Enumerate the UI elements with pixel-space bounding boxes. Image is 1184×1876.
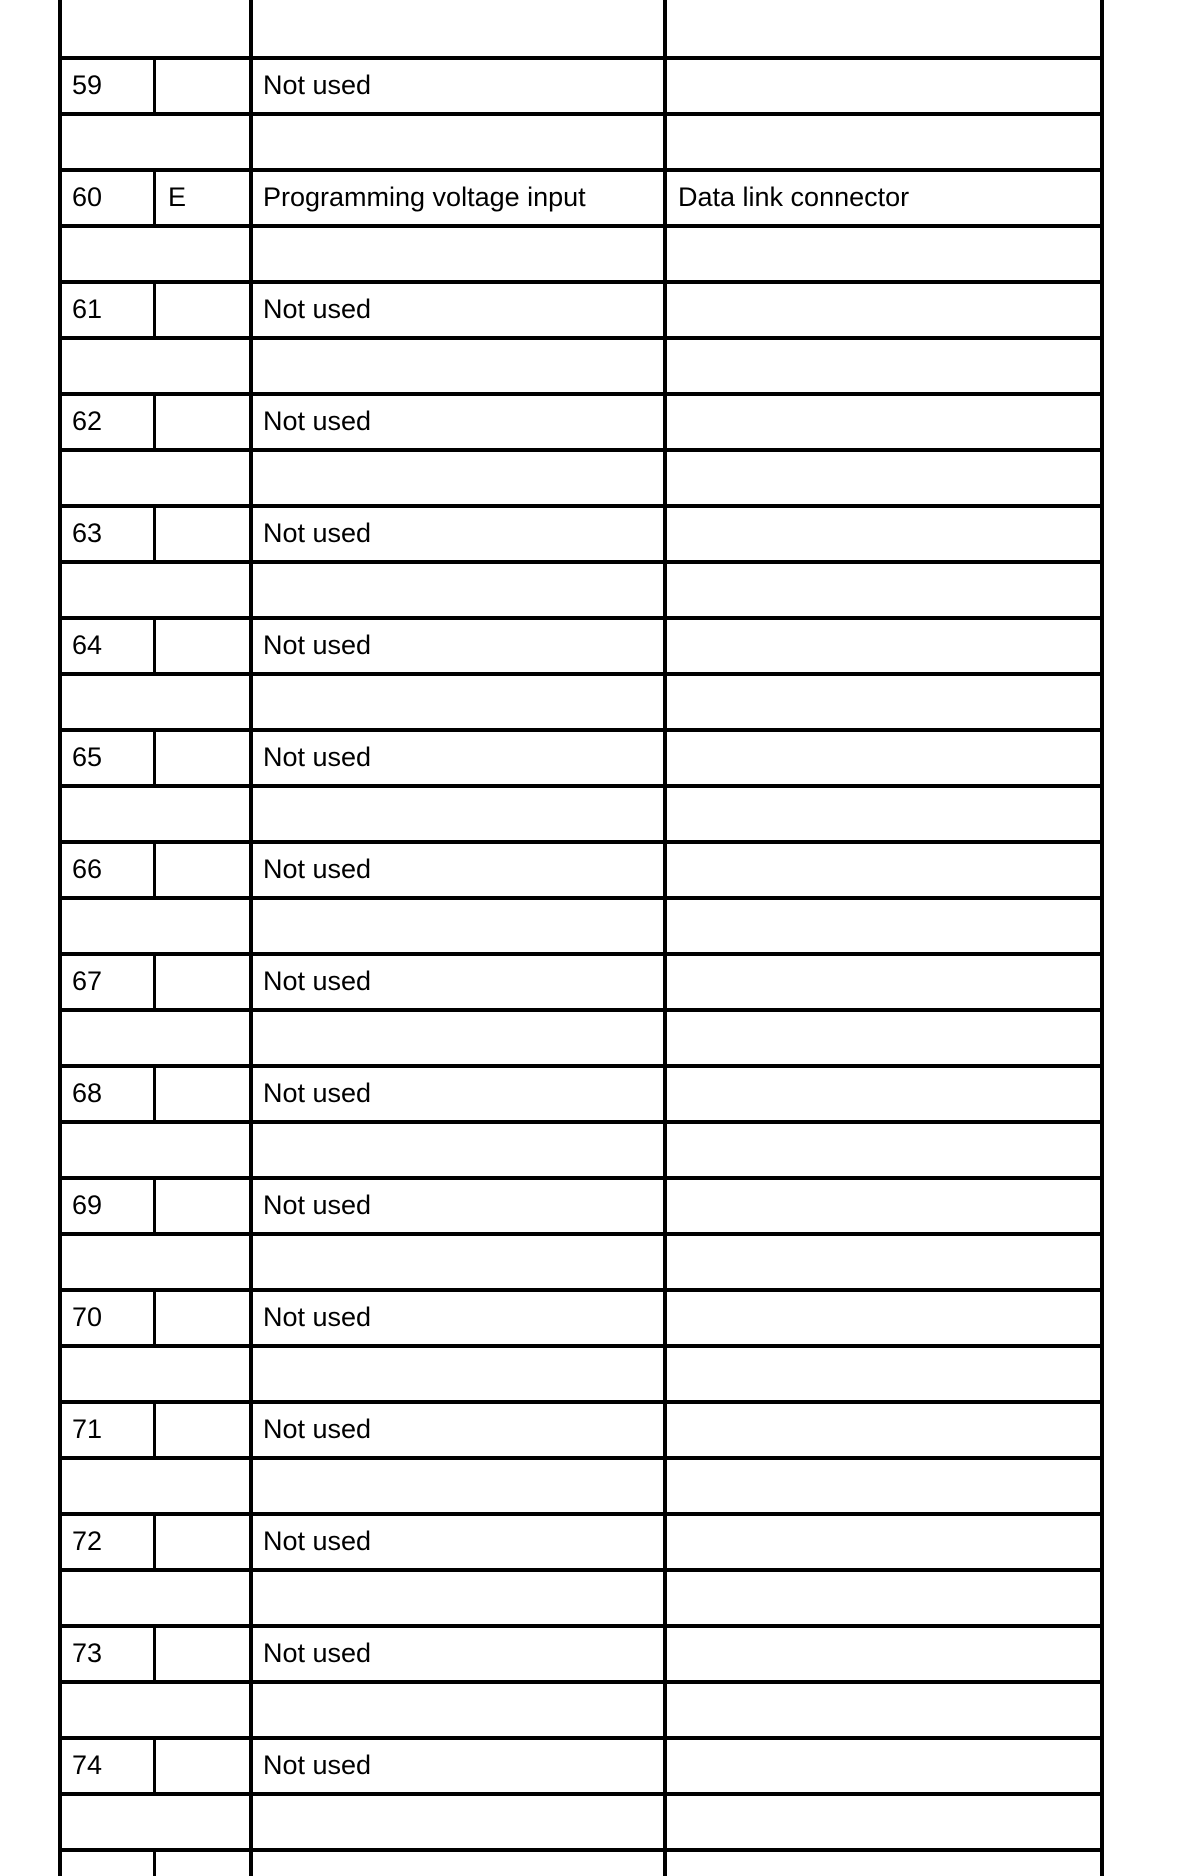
function-cell: Not used — [263, 1526, 372, 1556]
column-divider-code — [153, 1736, 156, 1796]
row-rule — [58, 1232, 1104, 1236]
column-divider-code — [153, 392, 156, 452]
function-cell: Not used — [263, 1638, 372, 1668]
destination-cell: Data link connector — [678, 182, 910, 212]
row-rule — [58, 784, 1104, 788]
row-rule — [58, 1344, 1104, 1348]
pin-number-cell: 70 — [72, 1302, 103, 1332]
column-divider-code — [153, 1288, 156, 1348]
pin-number-cell: 64 — [72, 630, 103, 660]
column-divider-code — [153, 952, 156, 1012]
row-rule — [58, 168, 1104, 172]
row-rule — [58, 224, 1104, 228]
row-rule — [58, 1512, 1104, 1516]
row-rule — [58, 280, 1104, 284]
row-rule — [58, 112, 1104, 116]
column-divider-code — [153, 1624, 156, 1684]
column-divider-code — [153, 504, 156, 564]
row-rule — [58, 1400, 1104, 1404]
row-rule — [58, 336, 1104, 340]
column-divider-code — [153, 280, 156, 340]
row-rule — [58, 1792, 1104, 1796]
row-rule — [58, 1288, 1104, 1292]
function-cell: Not used — [263, 1302, 372, 1332]
column-divider-code — [153, 1512, 156, 1572]
pin-number-cell: 66 — [72, 854, 103, 884]
pin-number-cell: 71 — [72, 1414, 103, 1444]
function-cell: Not used — [263, 1190, 372, 1220]
row-rule — [58, 1624, 1104, 1628]
function-cell: Not used — [263, 70, 372, 100]
function-cell: Not used — [263, 966, 372, 996]
pin-number-cell: 65 — [72, 742, 103, 772]
row-rule — [58, 1456, 1104, 1460]
row-rule — [58, 1008, 1104, 1012]
pin-number-cell: 61 — [72, 294, 103, 324]
pin-number-cell: 59 — [72, 70, 103, 100]
function-cell: Not used — [263, 854, 372, 884]
pin-number-cell: 69 — [72, 1190, 103, 1220]
column-divider-code — [153, 56, 156, 116]
function-cell: Not used — [263, 406, 372, 436]
pin-number-cell: 72 — [72, 1526, 103, 1556]
pin-number-cell: 67 — [72, 966, 103, 996]
row-rule — [58, 616, 1104, 620]
function-cell: Not used — [263, 518, 372, 548]
function-cell: Not used — [263, 294, 372, 324]
column-divider-code — [153, 616, 156, 676]
function-cell: Not used — [263, 1414, 372, 1444]
row-rule — [58, 896, 1104, 900]
row-rule — [58, 1568, 1104, 1572]
column-divider-code — [153, 840, 156, 900]
function-cell: Not used — [263, 1078, 372, 1108]
row-rule — [58, 1680, 1104, 1684]
pin-number-cell: 60 — [72, 182, 103, 212]
function-cell: Not used — [263, 630, 372, 660]
row-rule — [58, 840, 1104, 844]
row-rule — [58, 1120, 1104, 1124]
row-rule — [58, 1064, 1104, 1068]
column-divider-code — [153, 1848, 156, 1876]
row-rule — [58, 672, 1104, 676]
row-rule — [58, 504, 1104, 508]
pin-number-cell: 68 — [72, 1078, 103, 1108]
row-rule — [58, 392, 1104, 396]
pin-number-cell: 74 — [72, 1750, 103, 1780]
function-cell: Not used — [263, 742, 372, 772]
row-rule — [58, 1176, 1104, 1180]
column-divider-code — [153, 1400, 156, 1460]
column-divider-code — [153, 168, 156, 228]
code-cell: E — [168, 182, 187, 212]
pin-number-cell: 63 — [72, 518, 103, 548]
row-rule — [58, 1736, 1104, 1740]
function-cell: Programming voltage input — [263, 182, 586, 212]
pin-number-cell: 73 — [72, 1638, 103, 1668]
column-divider-code — [153, 1176, 156, 1236]
pin-number-cell: 62 — [72, 406, 103, 436]
function-cell: Not used — [263, 1750, 372, 1780]
row-rule — [58, 728, 1104, 732]
row-rule — [58, 952, 1104, 956]
row-rule — [58, 56, 1104, 60]
row-rule — [58, 1848, 1104, 1852]
column-divider-code — [153, 1064, 156, 1124]
row-rule — [58, 448, 1104, 452]
row-rule — [58, 560, 1104, 564]
column-divider-code — [153, 728, 156, 788]
